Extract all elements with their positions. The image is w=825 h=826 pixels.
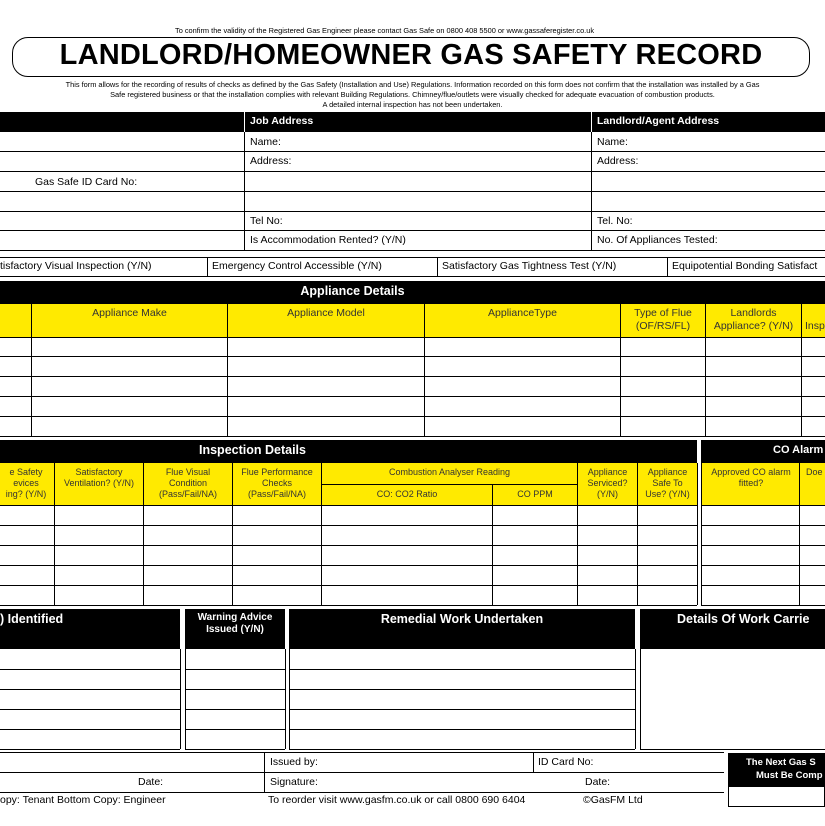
- co-alarm-title: CO Alarm: [773, 444, 824, 456]
- landlord-address-field[interactable]: Address:: [597, 155, 639, 167]
- next-gas-safety-date[interactable]: [728, 786, 825, 807]
- col-appliance-model: Appliance Model: [287, 307, 365, 319]
- warning-advice-title: Warning Advice Issued (Y/N): [197, 612, 273, 635]
- col-co-alarm-does: Doe: [806, 467, 823, 477]
- appliance-details-title: Appliance Details: [300, 284, 405, 298]
- remedial-work-title: Remedial Work Undertaken: [380, 612, 544, 626]
- col-flue-type: Type of Flue: [634, 307, 692, 319]
- col-flue-performance: Flue Performance Checks (Pass/Fail/NA): [241, 467, 313, 499]
- id-card-field[interactable]: ID Card No:: [538, 756, 594, 768]
- work-carried-out-title: Details Of Work Carrie: [677, 612, 810, 626]
- col-flue-type-options: (OF/RS/FL): [635, 320, 691, 332]
- footer-date-2[interactable]: Date:: [585, 776, 611, 788]
- col-appliance-safe: Appliance Safe To Use? (Y/N): [645, 467, 690, 499]
- emergency-control-check[interactable]: Emergency Control Accessible (Y/N): [212, 260, 382, 272]
- footer-date-1[interactable]: Date:: [138, 776, 164, 788]
- landlord-tel-field[interactable]: Tel. No:: [597, 215, 633, 227]
- accommodation-rented-field[interactable]: Is Accommodation Rented? (Y/N): [250, 234, 406, 246]
- col-flue-visual: Flue Visual Condition (Pass/Fail/NA): [158, 467, 217, 499]
- col-combustion-analyser: Combustion Analyser Reading: [388, 467, 511, 477]
- col-inspected: Insp: [805, 320, 825, 332]
- visual-inspection-check[interactable]: tisfactory Visual Inspection (Y/N): [0, 260, 152, 272]
- col-landlords-appliance: Landlords: [730, 307, 777, 319]
- job-name-field[interactable]: Name:: [250, 136, 281, 148]
- reorder-link[interactable]: To reorder visit www.gasfm.co.uk or call 0800 690 6404: [268, 794, 526, 806]
- col-appliance-serviced: Appliance Serviced? (Y/N): [587, 467, 628, 499]
- defects-identified-title: ) Identified: [0, 612, 64, 626]
- job-address-field[interactable]: Address:: [250, 155, 292, 167]
- col-co-alarm-approved: Approved CO alarm fitted?: [711, 467, 791, 488]
- col-landlords-appliance-yn: Appliance? (Y/N): [713, 320, 794, 332]
- appliances-tested-field[interactable]: No. Of Appliances Tested:: [597, 234, 718, 246]
- col-safety-devices: e Safety evices ing? (Y/N): [5, 467, 47, 499]
- job-address-heading: Job Address: [250, 115, 314, 127]
- disclaimer-line-2: Safe registered business or that the installation complies with relevant Building Regulations. Chimney/flue/outlets were visually checked for adequate evacuation of combustion products.: [110, 90, 715, 99]
- disclaimer-line-1: This form allows for the recording of results of checks as defined by the Gas Safety (Installation and Use) Regulations. Information recorded on this form does not confirm that the installation was installed by a Gas: [65, 80, 760, 89]
- col-appliance-make: Appliance Make: [92, 307, 167, 319]
- top-note: To confirm the validity of the Registered Gas Engineer please contact Gas Safe on 0800 408 5500 or www.gassaferegister.co.uk: [175, 26, 595, 35]
- col-co-ppm: CO PPM: [517, 489, 553, 499]
- inspection-details-title: Inspection Details: [199, 443, 306, 457]
- col-ventilation: Satisfactory Ventilation? (Y/N): [63, 467, 135, 488]
- disclaimer-line-3: A detailed internal inspection has not been undertaken.: [322, 100, 503, 109]
- col-appliance-type: ApplianceType: [488, 307, 557, 319]
- signature-field[interactable]: Signature:: [270, 776, 318, 788]
- copyright: ©GasFM Ltd: [583, 794, 643, 806]
- col-co-co2-ratio: CO: CO2 Ratio: [376, 489, 438, 499]
- job-tel-field[interactable]: Tel No:: [250, 215, 283, 227]
- landlord-address-heading: Landlord/Agent Address: [597, 115, 720, 127]
- landlord-name-field[interactable]: Name:: [597, 136, 628, 148]
- copy-distribution: opy: Tenant Bottom Copy: Engineer: [0, 794, 166, 806]
- gas-tightness-check[interactable]: Satisfactory Gas Tightness Test (Y/N): [442, 260, 617, 272]
- next-gas-safety-text: The Next Gas S Must Be Comp: [746, 757, 823, 781]
- equipotential-bonding-check[interactable]: Equipotential Bonding Satisfact: [672, 260, 818, 272]
- page-title: LANDLORD/HOMEOWNER GAS SAFETY RECORD: [59, 39, 763, 71]
- issued-by-field[interactable]: Issued by:: [270, 756, 318, 768]
- gas-safe-id-label: Gas Safe ID Card No:: [35, 176, 138, 188]
